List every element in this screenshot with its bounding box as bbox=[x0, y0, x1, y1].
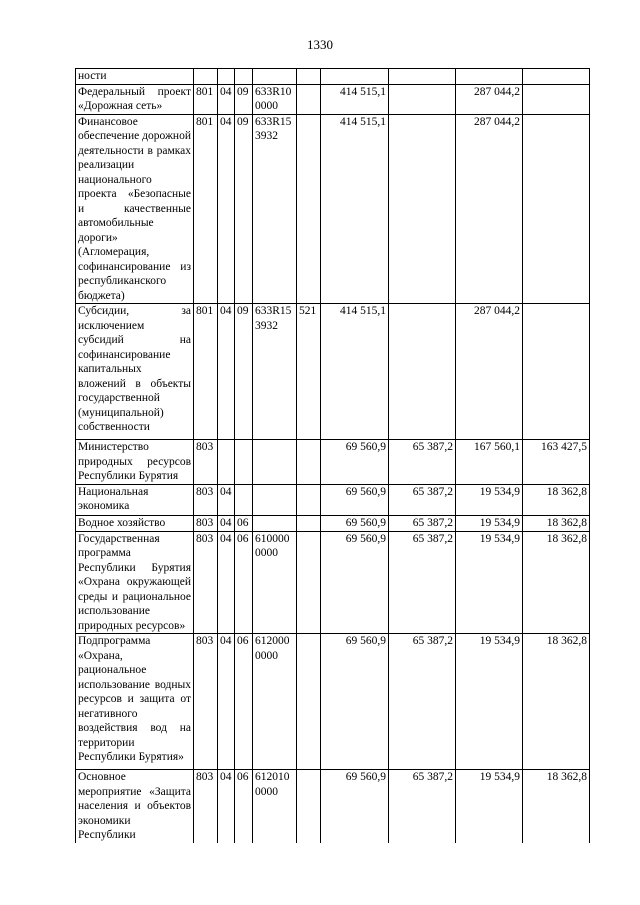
row-ved-code: 803 bbox=[194, 440, 218, 485]
row-amount-4 bbox=[523, 84, 590, 114]
row-amount-3: 287 044,2 bbox=[456, 84, 523, 114]
table-row bbox=[76, 515, 590, 531]
row-expense-type bbox=[297, 634, 321, 770]
row-amount-3: 167 560,1 bbox=[456, 440, 523, 485]
row-amount-3: 19 534,9 bbox=[456, 531, 523, 634]
row-subsection-code: 06 bbox=[235, 515, 253, 531]
row-section-code: 04 bbox=[218, 114, 235, 304]
table-row bbox=[76, 634, 590, 770]
row-target-article: 612000 0000 bbox=[253, 634, 297, 770]
row-name: Национальная экономика bbox=[76, 484, 194, 515]
row-section-code: 04 bbox=[218, 770, 235, 843]
row-amount-1: 69 560,9 bbox=[321, 484, 389, 515]
row-subsection-code: 06 bbox=[235, 770, 253, 843]
row-section-code: 04 bbox=[218, 634, 235, 770]
row-amount-4 bbox=[523, 69, 590, 85]
row-name: Федеральный проект «Дорожная сеть» bbox=[76, 84, 194, 114]
row-section-code: 04 bbox=[218, 515, 235, 531]
table-body bbox=[76, 69, 590, 843]
row-amount-1: 69 560,9 bbox=[321, 634, 389, 770]
row-amount-2: 65 387,2 bbox=[389, 484, 456, 515]
row-amount-4 bbox=[523, 304, 590, 440]
table-row bbox=[76, 84, 590, 114]
row-expense-type bbox=[297, 114, 321, 304]
row-target-article: 633R15 3932 bbox=[253, 114, 297, 304]
table-row bbox=[76, 114, 590, 304]
row-target-article bbox=[253, 484, 297, 515]
row-amount-2: 65 387,2 bbox=[389, 515, 456, 531]
row-amount-1: 69 560,9 bbox=[321, 515, 389, 531]
row-ved-code: 801 bbox=[194, 114, 218, 304]
row-amount-3: 287 044,2 bbox=[456, 114, 523, 304]
row-subsection-code bbox=[235, 440, 253, 485]
row-amount-2 bbox=[389, 114, 456, 304]
row-amount-4: 18 362,8 bbox=[523, 484, 590, 515]
row-ved-code bbox=[194, 69, 218, 85]
row-expense-type bbox=[297, 770, 321, 843]
row-target-article: 612010 0000 bbox=[253, 770, 297, 843]
row-subsection-code: 06 bbox=[235, 531, 253, 634]
row-expense-type bbox=[297, 484, 321, 515]
row-section-code: 04 bbox=[218, 531, 235, 634]
row-target-article: 633R10 0000 bbox=[253, 84, 297, 114]
row-target-article bbox=[253, 440, 297, 485]
row-target-article bbox=[253, 515, 297, 531]
row-amount-1: 414 515,1 bbox=[321, 84, 389, 114]
row-amount-3 bbox=[456, 69, 523, 85]
row-subsection-code: 09 bbox=[235, 304, 253, 440]
budget-table bbox=[75, 68, 590, 843]
row-subsection-code bbox=[235, 484, 253, 515]
row-amount-3: 19 534,9 bbox=[456, 634, 523, 770]
row-ved-code: 803 bbox=[194, 634, 218, 770]
row-ved-code: 803 bbox=[194, 515, 218, 531]
row-amount-4: 18 362,8 bbox=[523, 634, 590, 770]
row-target-article: 610000 0000 bbox=[253, 531, 297, 634]
row-amount-4: 18 362,8 bbox=[523, 515, 590, 531]
row-amount-2: 65 387,2 bbox=[389, 531, 456, 634]
row-name: Основное мероприятие «Защита населения и объектов экономики Республики bbox=[76, 770, 194, 843]
row-amount-3: 19 534,9 bbox=[456, 770, 523, 843]
row-ved-code: 801 bbox=[194, 304, 218, 440]
row-amount-3: 287 044,2 bbox=[456, 304, 523, 440]
row-target-article: 633R15 3932 bbox=[253, 304, 297, 440]
page-number: 1330 bbox=[307, 37, 333, 52]
row-section-code bbox=[218, 69, 235, 85]
row-name: Субсидии, за исключением субсидий на софинансирование капитальных вложений в объекты государственной (муниципальной) собственности bbox=[76, 304, 194, 440]
row-amount-1: 69 560,9 bbox=[321, 440, 389, 485]
row-expense-type bbox=[297, 531, 321, 634]
row-ved-code: 801 bbox=[194, 84, 218, 114]
row-amount-2: 65 387,2 bbox=[389, 634, 456, 770]
table-row bbox=[76, 69, 590, 85]
table-row bbox=[76, 484, 590, 515]
row-section-code: 04 bbox=[218, 484, 235, 515]
row-amount-4 bbox=[523, 114, 590, 304]
row-amount-4: 18 362,8 bbox=[523, 531, 590, 634]
row-amount-2: 65 387,2 bbox=[389, 770, 456, 843]
row-amount-4: 18 362,8 bbox=[523, 770, 590, 843]
row-expense-type bbox=[297, 515, 321, 531]
row-amount-1: 69 560,9 bbox=[321, 531, 389, 634]
row-amount-3: 19 534,9 bbox=[456, 515, 523, 531]
row-name: Государственная программа Республики Бурятия «Охрана окружающей среды и рациональное использование природных ресурсов» bbox=[76, 531, 194, 634]
row-amount-2: 65 387,2 bbox=[389, 440, 456, 485]
table-row bbox=[76, 440, 590, 485]
row-ved-code: 803 bbox=[194, 484, 218, 515]
row-subsection-code: 09 bbox=[235, 84, 253, 114]
row-amount-2 bbox=[389, 304, 456, 440]
row-amount-3: 19 534,9 bbox=[456, 484, 523, 515]
row-section-code: 04 bbox=[218, 304, 235, 440]
row-subsection-code: 09 bbox=[235, 114, 253, 304]
row-amount-1: 414 515,1 bbox=[321, 114, 389, 304]
row-expense-type bbox=[297, 440, 321, 485]
row-expense-type bbox=[297, 69, 321, 85]
row-amount-4: 163 427,5 bbox=[523, 440, 590, 485]
row-section-code bbox=[218, 440, 235, 485]
row-expense-type bbox=[297, 84, 321, 114]
row-expense-type: 521 bbox=[297, 304, 321, 440]
row-subsection-code bbox=[235, 69, 253, 85]
row-ved-code: 803 bbox=[194, 770, 218, 843]
row-amount-2 bbox=[389, 84, 456, 114]
row-section-code: 04 bbox=[218, 84, 235, 114]
row-name: Водное хозяйство bbox=[76, 515, 194, 531]
row-name: ности bbox=[76, 69, 194, 85]
row-name: Подпрограмма «Охрана, рациональное использование водных ресурсов и защита от негативного воздействия вод на территории Республики Бурятия» bbox=[76, 634, 194, 770]
row-amount-2 bbox=[389, 69, 456, 85]
row-ved-code: 803 bbox=[194, 531, 218, 634]
row-name: Министерство природных ресурсов Республики Бурятия bbox=[76, 440, 194, 485]
table-row bbox=[76, 770, 590, 843]
row-subsection-code: 06 bbox=[235, 634, 253, 770]
table-row bbox=[76, 304, 590, 440]
row-amount-1 bbox=[321, 69, 389, 85]
table-row bbox=[76, 531, 590, 634]
row-amount-1: 414 515,1 bbox=[321, 304, 389, 440]
row-target-article bbox=[253, 69, 297, 85]
row-amount-1: 69 560,9 bbox=[321, 770, 389, 843]
row-name: Финансовое обеспечение дорожной деятельности в рамках реализации национального проекта «Безопасные и качественные автомобильные дороги» (Агломерация, софинансирование из республиканского бюджета) bbox=[76, 114, 194, 304]
